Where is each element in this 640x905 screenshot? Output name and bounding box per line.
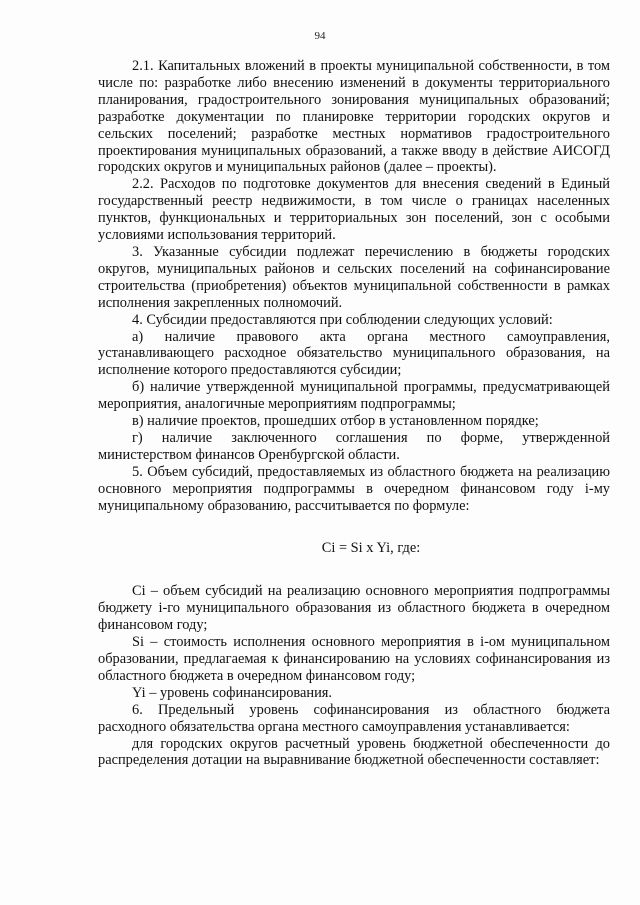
formula xyxy=(98,540,610,557)
document-body xyxy=(98,58,610,769)
condition-g: г) наличие заключенного соглашения по форме, утвержденной министерством финансов Оренбургской области. xyxy=(98,429,610,463)
paragraph-4: 4. Субсидии предоставляются при соблюдении следующих условий: xyxy=(132,311,553,328)
condition-v: в) наличие проектов, прошедших отбор в установленном порядке; xyxy=(132,413,539,430)
definition-ci: Ci – объем субсидий на реализацию основного мероприятия подпрограммы бюджету i-го муниципального образования из областного бюджета в очередном финансовом году; xyxy=(98,583,610,634)
paragraph-urban-districts: для городских округов расчетный уровень бюджетной обеспеченности до распределения дотации на выравнивание бюджетной обеспеченности составляет: xyxy=(98,735,610,769)
paragraph-5: 5. Объем субсидий, предоставляемых из областного бюджета на реализацию основного мероприятия подпрограммы в очередном финансовом году i-му муниципальному образованию, рассчитывается по формуле: xyxy=(98,463,610,514)
page-number: 94 xyxy=(314,30,326,42)
definition-si: Si – стоимость исполнения основного мероприятия в i-ом муниципальном образовании, предлагаемая к финансированию на условиях софинансирования из областного бюджета в очередном финансовом году; xyxy=(98,634,610,684)
paragraph-2-2: 2.2. Расходов по подготовке документов для внесения сведений в Единый государственный реестр недвижимости, в том числе о границах населенных пунктов, функциональных и территориальных зон поселений, зон с особыми условиями использования территорий. xyxy=(98,176,610,244)
paragraph-3: 3. Указанные субсидии подлежат перечислению в бюджеты городских округов, муниципальных районов и сельских поселений на софинансирование строительства (приобретения) объектов муниципальной собственности в рамках исполнения закрепленных полномочий. xyxy=(98,243,610,311)
condition-b: б) наличие утвержденной муниципальной программы, предусматривающей мероприятия, аналогичные мероприятиям подпрограммы; xyxy=(98,379,610,413)
formula-text: Ci = Si x Yi, где: xyxy=(321,540,421,557)
definition-yi: Yi – уровень софинансирования. xyxy=(132,684,333,701)
paragraph-6: 6. Предельный уровень софинансирования из областного бюджета расходного обязательства органа местного самоуправления устанавливается: xyxy=(98,701,610,735)
condition-a: а) наличие правового акта органа местного самоуправления, устанавливающего расходное обязательство муниципального образования, на исполнение которого предоставляются субсидии; xyxy=(98,328,610,379)
paragraph-2-1: 2.1. Капитальных вложений в проекты муниципальной собственности, в том числе по: разработке либо внесению изменений в документы территориального планирования, градостроительного зонирования муниципальных образований; разработке документации по планировке территории городских округов и сельских поселений; разработке местных нормативов градостроительного проектирования муниципальных образований, а также вводу в действие АИСОГД городских округов и муниципальных районов (далее – проекты). xyxy=(98,58,610,176)
